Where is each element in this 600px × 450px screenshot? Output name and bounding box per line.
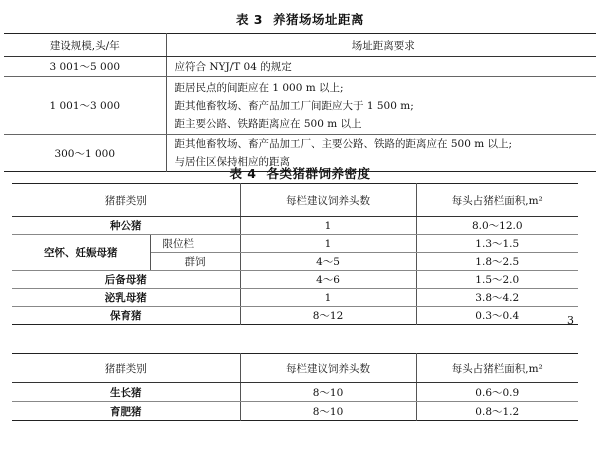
table4-caption	[0, 164, 600, 182]
heads-per-pen: 1	[240, 217, 416, 235]
pig-density-table	[12, 183, 578, 325]
area-per-head: 1.8～2.5	[416, 253, 578, 271]
table-row	[12, 271, 578, 289]
heads-per-pen: 4～6	[240, 271, 416, 289]
area-per-head: 1.3～1.5	[416, 235, 578, 253]
site-distance-table	[4, 33, 596, 172]
table-row	[4, 77, 596, 135]
table3-header-row	[4, 34, 596, 57]
table3-header-scale: 建设规模,头/年	[4, 34, 166, 57]
table4-header-area: 每头占猪栏面积,m²	[416, 184, 578, 217]
pig-category: 后备母猪	[12, 271, 240, 289]
table-row	[12, 307, 578, 325]
table5-header-category: 猪群类别	[12, 354, 240, 383]
pig-category: 泌乳母猪	[12, 289, 240, 307]
table3-title: 养猪场场址距离	[273, 12, 365, 27]
table3-number: 表 3	[235, 12, 264, 27]
pig-category: 种公猪	[12, 217, 240, 235]
table-row	[4, 57, 596, 77]
heads-per-pen: 8～10	[240, 383, 416, 402]
table3-header-requirement: 场址距离要求	[166, 34, 596, 57]
requirement-line: 应符合 NYJ/T 04 的规定	[174, 60, 292, 73]
area-per-head: 8.0～12.0	[416, 217, 578, 235]
area-per-head: 0.8～1.2	[475, 405, 520, 418]
table4-title: 各类猪群饲养密度	[266, 166, 371, 181]
table-row	[12, 383, 578, 402]
table3-scale-cell: 1 001～3 000	[4, 77, 166, 135]
heads-per-pen: 1	[240, 289, 416, 307]
pig-subcategory: 限位栏	[150, 235, 240, 253]
table3-scale-cell: 300～1 000	[4, 135, 166, 172]
requirement-line: 距主要公路、铁路距离应在 500 m 以上	[174, 117, 362, 130]
pig-category: 保育猪	[12, 307, 240, 325]
table5-header-heads: 每栏建议饲养头数	[240, 354, 416, 383]
pig-category: 育肥猪	[12, 402, 240, 421]
table-row	[12, 235, 578, 253]
table-row	[12, 217, 578, 235]
table3-scale-cell: 3 001～5 000	[4, 57, 166, 77]
pig-category: 生长猪	[12, 383, 240, 402]
table-row	[12, 289, 578, 307]
pig-subcategory: 群饲	[150, 253, 240, 271]
heads-per-pen: 4～5	[240, 253, 416, 271]
table5-header-row	[12, 354, 578, 383]
pig-density-table-continued	[12, 353, 578, 421]
table5-header-area: 每头占猪栏面积,m²	[416, 354, 578, 383]
requirement-line: 距其他畜牧场、畜产品加工厂间距应大于 1 500 m;	[174, 99, 414, 112]
table4-header-heads: 每栏建议饲养头数	[240, 184, 416, 217]
area-per-head: 0.3～0.4	[475, 310, 520, 322]
table3-requirement-cell	[166, 57, 596, 77]
heads-per-pen: 8～12	[240, 307, 416, 325]
page-number: 3	[567, 314, 574, 327]
heads-per-pen: 8～10	[240, 402, 416, 421]
table-row	[12, 402, 578, 421]
table4-header-category: 猪群类别	[12, 184, 240, 217]
table4-header-row	[12, 184, 578, 217]
area-per-head: 3.8～4.2	[416, 289, 578, 307]
requirement-line: 距其他畜牧场、畜产品加工厂、主要公路、铁路的距离应在 500 m 以上;	[174, 138, 513, 150]
pig-category: 空怀、妊娠母猪	[12, 235, 150, 271]
area-per-head: 1.5～2.0	[416, 271, 578, 289]
heads-per-pen: 1	[240, 235, 416, 253]
area-per-head: 0.6～0.9	[416, 383, 578, 402]
table3-caption	[0, 10, 600, 28]
table4-number: 表 4	[229, 166, 257, 181]
requirement-line: 距居民点的间距应在 1 000 m 以上;	[174, 81, 344, 94]
requirement-line: 与居住区保持相应的距离	[174, 156, 290, 168]
table3-requirement-cell	[166, 77, 596, 135]
